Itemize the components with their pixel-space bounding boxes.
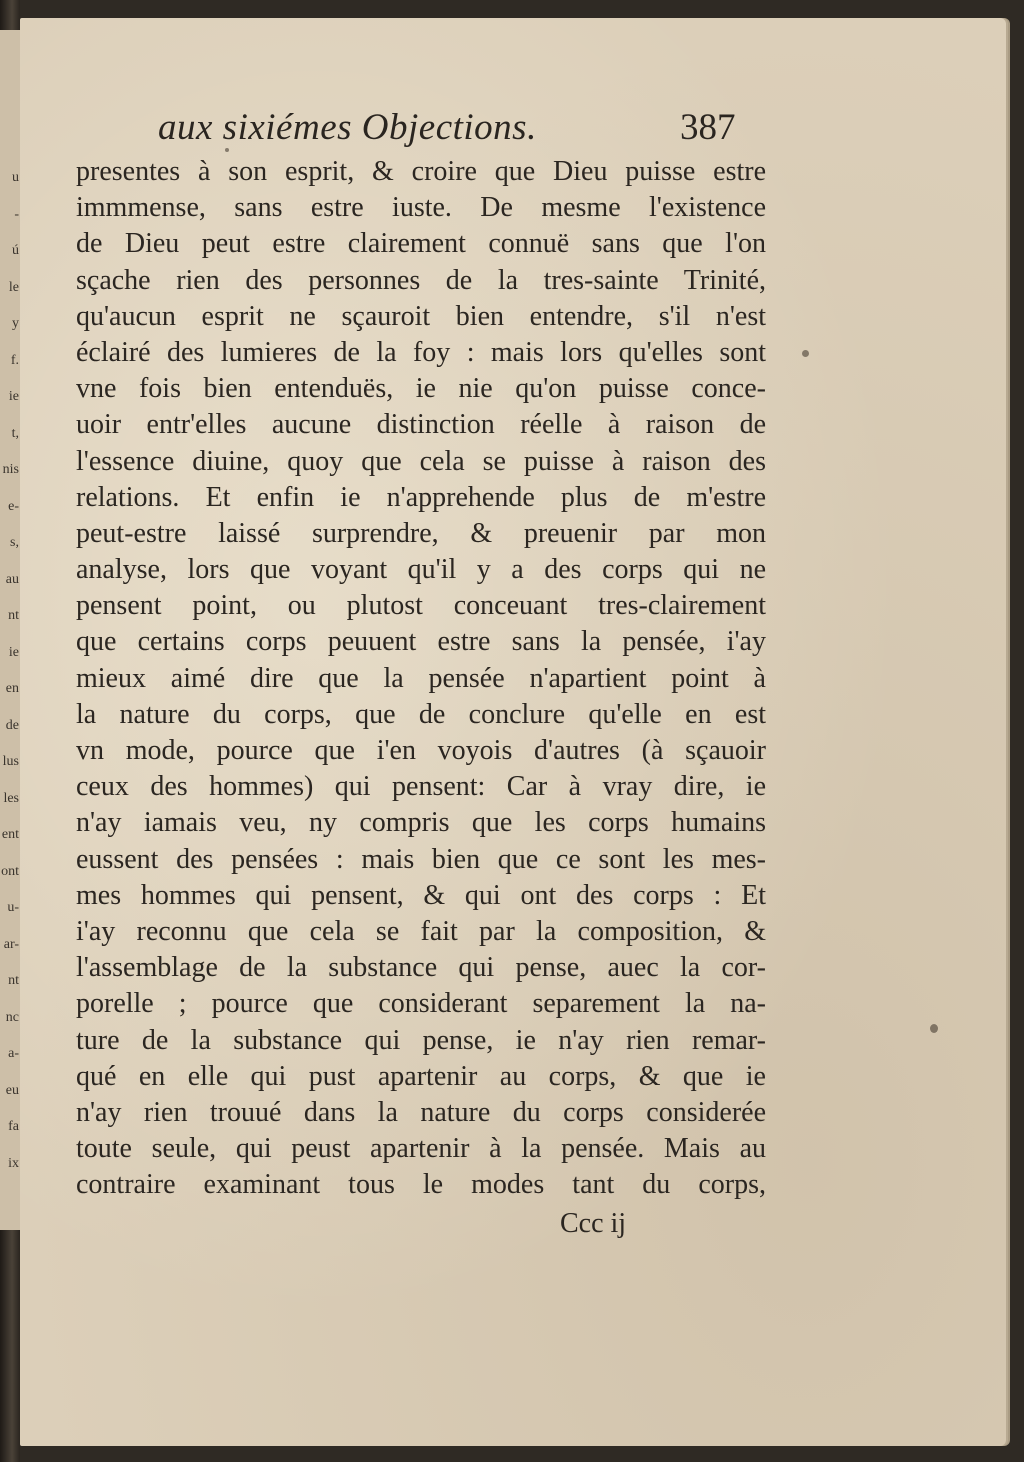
previous-page-fragment: ent [1, 827, 19, 842]
running-title: aux sixiémes Objections. [158, 107, 537, 148]
previous-page-fragment: nt [8, 608, 19, 623]
previous-page-fragment: nis [2, 462, 19, 477]
text-line: éclairé des lumieres de la foy : mais lors qu'elles sont [76, 336, 766, 368]
previous-page-fragment: ie [8, 644, 19, 660]
previous-page-fragments [0, 170, 22, 1192]
previous-page-fragment: e- [8, 498, 19, 514]
previous-page-fragment: t, [11, 425, 19, 441]
text-line: pensent point, ou plutost conceuant tres-clairement [76, 590, 766, 622]
text-line: de Dieu peut estre clairement connuë sans que l'on [76, 228, 766, 260]
previous-page-fragment: a- [8, 1046, 19, 1061]
book-page [20, 18, 1006, 1446]
body-text [76, 154, 766, 1203]
previous-page-fragment: les [3, 790, 19, 806]
previous-page-fragment: eu [5, 1082, 19, 1098]
text-line: l'essence diuine, quoy que cela se puisse à raison des [76, 445, 766, 477]
previous-page-fragment: nt [8, 973, 19, 988]
text-line: mes hommes qui pensent, & qui ont des corps : Et [76, 879, 766, 911]
ink-spot [225, 148, 229, 152]
previous-page-fragment: s, [10, 535, 19, 550]
text-line: vn mode, pource que i'en voyois d'autres (à sçauoir [76, 735, 766, 766]
previous-page-fragment: - [14, 206, 19, 222]
previous-page-fragment: lus [2, 754, 19, 769]
previous-page-fragment: ix [8, 1155, 19, 1171]
ink-spot [802, 350, 809, 357]
previous-page-fragment: de [5, 717, 19, 733]
previous-page-fragment: nc [5, 1009, 19, 1025]
text-line: ture de la substance qui pense, ie n'ay rien remar- [76, 1024, 766, 1056]
text-line: presentes à son esprit, & croire que Dieu puisse estre [76, 156, 766, 187]
text-line: n'ay iamais veu, ny compris que les corps humains [76, 807, 766, 839]
text-line: sçache rien des personnes de la tres-sainte Trinité, [76, 264, 766, 296]
text-line: que certains corps peuuent estre sans la pensée, i'ay [76, 626, 766, 658]
text-line: immmense, sans estre iuste. De mesme l'existence [76, 192, 766, 224]
previous-page-fragment: y [12, 316, 19, 331]
previous-page-fragment: le [8, 279, 19, 295]
text-line: n'ay rien trouué dans la nature du corps considerée [76, 1096, 766, 1128]
text-line: contraire examinant tous le modes tant du corps, [76, 1169, 766, 1201]
previous-page-fragment: u [12, 170, 19, 185]
text-line: analyse, lors que voyant qu'il y a des corps qui ne [76, 554, 766, 586]
text-line: ceux des hommes) qui pensent: Car à vray dire, ie [76, 771, 766, 803]
text-line: eussent des pensées : mais bien que ce sont les mes- [76, 843, 766, 875]
text-line: porelle ; pource que considerant separement la na- [76, 988, 766, 1020]
previous-page-fragment: f. [10, 352, 19, 368]
previous-page-fragment: au [5, 571, 19, 587]
text-line: peut-estre laissé surprendre, & preuenir par mon [76, 517, 766, 549]
text-line: toute seule, qui peust apartenir à la pensée. Mais au [76, 1133, 766, 1165]
previous-page-fragment: u- [7, 900, 19, 915]
previous-page-fragment: fa [8, 1119, 19, 1134]
text-line: vne fois bien entenduës, ie nie qu'on puisse conce- [76, 373, 766, 405]
text-line: i'ay reconnu que cela se fait par la composition, & [76, 915, 766, 947]
ink-spot [930, 1024, 938, 1033]
text-line: la nature du corps, que de conclure qu'elle en est [76, 698, 766, 730]
text-line: mieux aimé dire que la pensée n'apartient point à [76, 662, 766, 694]
page-number: 387 [680, 107, 736, 148]
previous-page-fragment: ú [12, 243, 19, 258]
signature-mark: Ccc ij [560, 1208, 627, 1239]
page-header [20, 106, 1006, 156]
previous-page-fragment: en [5, 681, 19, 696]
text-line: relations. Et enfin ie n'apprehende plus de m'estre [76, 481, 766, 513]
previous-page-fragment: ar- [3, 936, 19, 952]
text-line: qu'aucun esprit ne sçauroit bien entendre, s'il n'est [76, 300, 766, 332]
previous-page-fragment: ie [8, 389, 19, 404]
text-line: l'assemblage de la substance qui pense, auec la cor- [76, 952, 766, 984]
text-line: qué en elle qui pust apartenir au corps, & que ie [76, 1060, 766, 1092]
previous-page-fragment: ont [1, 863, 19, 879]
text-line: uoir entr'elles aucune distinction réelle à raison de [76, 409, 766, 441]
